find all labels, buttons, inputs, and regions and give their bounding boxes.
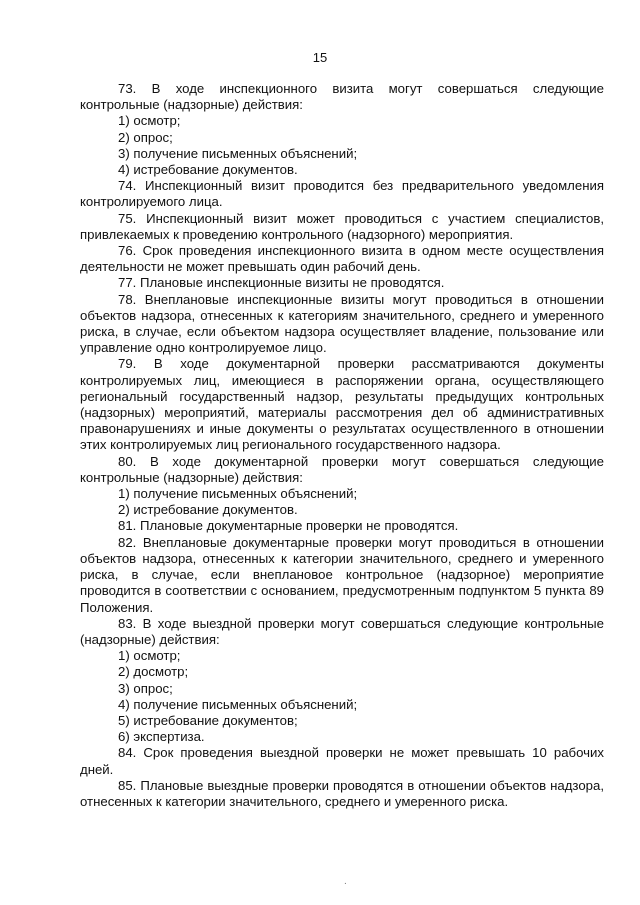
footer-mark: . xyxy=(344,876,347,887)
list-item: 1) осмотр; xyxy=(118,648,181,664)
list-item: 4) истребование документов. xyxy=(118,162,298,178)
paragraph: 74. Инспекционный визит проводится без предварительного уведомления контролируемого лица. xyxy=(80,178,604,210)
list-item: 3) опрос; xyxy=(118,680,173,696)
list-item: 1) получение письменных объяснений; xyxy=(118,486,358,502)
document-body xyxy=(80,81,604,810)
paragraph: 76. Срок проведения инспекционного визита в одном месте осуществления деятельности не может превышать один рабочий день. xyxy=(80,243,604,275)
paragraph: 73. В ходе инспекционного визита могут совершаться следующие контрольные (надзорные) действия: xyxy=(80,81,604,113)
paragraph: 82. Внеплановые документарные проверки могут проводиться в отношении объектов надзора, отнесенных к категории значительного, среднего и умеренного риска, в случае, если внеплановое контрольное (надзорное) мероприятие проводится в соответствии с основанием, предусмотренным подпунктом 5 пункта 89 Положения. xyxy=(80,534,604,615)
list-item: 6) экспертиза. xyxy=(118,729,205,745)
paragraph: 83. В ходе выездной проверки могут совершаться следующие контрольные (надзорные) действия: xyxy=(80,615,604,647)
list-item: 4) получение письменных объяснений; xyxy=(118,696,358,712)
paragraph: 80. В ходе документарной проверки могут совершаться следующие контрольные (надзорные) действия: xyxy=(80,453,604,485)
list-item: 2) истребование документов. xyxy=(118,502,298,518)
paragraph: 84. Срок проведения выездной проверки не может превышать 10 рабочих дней. xyxy=(80,745,604,777)
paragraph: 85. Плановые выездные проверки проводятся в отношении объектов надзора, отнесенных к категории значительного, среднего и умеренного риска. xyxy=(80,777,604,809)
paragraph: 79. В ходе документарной проверки рассматриваются документы контролируемых лиц, имеющиеся в распоряжении органа, осуществляющего региональный государственный надзор, результаты предыдущих контрольных (надзорных) мероприятий, материалы рассмотрения дел об административных правонарушениях и иные документы о результатах осуществленного в отношении этих контролируемых лиц регионального государственного надзора. xyxy=(80,356,604,453)
list-item: 2) досмотр; xyxy=(118,664,189,680)
page-number: 15 xyxy=(312,50,328,65)
paragraph: 78. Внеплановые инспекционные визиты могут проводиться в отношении объектов надзора, отнесенных к категориям значительного, среднего и умеренного риска, в случае, если объектом надзора осуществляет владение, пользование или управление одно контролируемое лицо. xyxy=(80,291,604,356)
list-item: 3) получение письменных объяснений; xyxy=(118,145,358,161)
paragraph: 77. Плановые инспекционные визиты не проводятся. xyxy=(118,275,445,291)
paragraph: 81. Плановые документарные проверки не проводятся. xyxy=(118,518,459,534)
list-item: 5) истребование документов; xyxy=(118,712,298,728)
list-item: 1) осмотр; xyxy=(118,113,181,129)
paragraph: 75. Инспекционный визит может проводиться с участием специалистов, привлекаемых к проведению контрольного (надзорного) мероприятия. xyxy=(80,210,604,242)
list-item: 2) опрос; xyxy=(118,129,173,145)
